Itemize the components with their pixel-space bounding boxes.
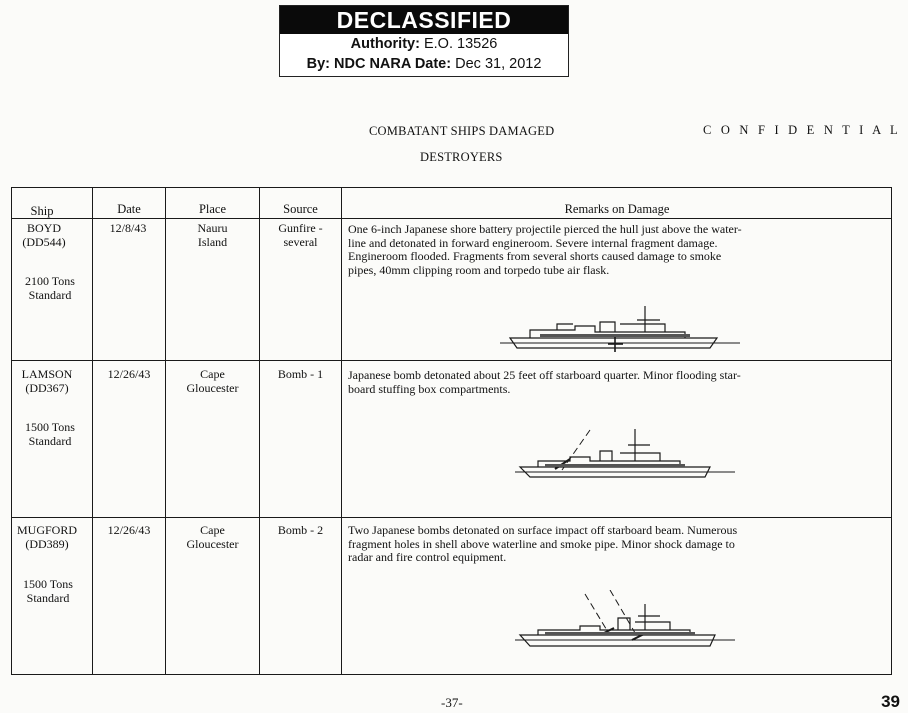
ship-name: LAMSON	[21, 367, 73, 381]
stamp-authority-value: E.O. 13526	[423, 36, 498, 52]
remark-line: One 6-inch Japanese shore battery projectile pierced the hull just above the water-	[348, 222, 742, 236]
remark-line: line and detonated in forward engineroom. Severe internal fragment damage.	[348, 235, 718, 250]
ship-tonnage	[10, 578, 86, 605]
ship-tonnage	[12, 275, 88, 302]
column-header-remarks: Remarks on Damage	[564, 202, 670, 216]
stamp-title: DECLASSIFIED	[280, 6, 568, 34]
source-cell	[260, 368, 341, 382]
tonnage-class: Standard	[26, 590, 70, 605]
source-cell	[260, 524, 341, 538]
tonnage-value: 2100 Tons	[25, 274, 75, 288]
stamp-date-value: Dec 31, 2012	[455, 56, 542, 72]
ship-hull-number: (DD367)	[25, 380, 69, 395]
page-number: 39	[881, 692, 900, 711]
ship-silhouette-boyd	[495, 298, 745, 358]
column-divider	[259, 187, 260, 675]
column-divider	[341, 187, 342, 675]
page-label: -37-	[441, 695, 463, 710]
source-line: Bomb - 2	[277, 523, 324, 537]
remark-line: Japanese bomb detonated about 25 feet off starboard quarter. Minor flooding star-	[348, 368, 741, 382]
declassified-stamp	[279, 5, 569, 77]
ship-tonnage	[12, 421, 88, 448]
ship-hull-number: (DD389)	[25, 536, 69, 551]
column-header-date: Date	[117, 202, 141, 216]
remark-line: pipes, 40mm clipping room and torpedo tube air flask.	[348, 262, 610, 277]
place-line: Island	[197, 234, 228, 249]
classification-label: C O N F I D E N T I A L	[703, 123, 901, 137]
column-header-place: Place	[198, 202, 227, 216]
row-divider	[11, 517, 892, 518]
remark-line: Two Japanese bombs detonated on surface impact off starboard beam. Numerous	[348, 523, 738, 537]
place-line: Gloucester	[186, 380, 239, 395]
tonnage-value: 1500 Tons	[25, 420, 75, 434]
stamp-date-line	[280, 54, 568, 74]
header-rule	[11, 218, 892, 219]
source-line: Bomb - 1	[277, 367, 324, 381]
ship-silhouette-mugford	[510, 590, 740, 660]
ship-name: BOYD	[26, 221, 61, 235]
source-cell	[260, 222, 341, 249]
place-cell	[166, 222, 259, 249]
ship-name: MUGFORD	[16, 523, 77, 537]
tonnage-value: 1500 Tons	[23, 577, 73, 591]
column-header-ship: Ship	[30, 204, 54, 218]
place-cell	[166, 524, 259, 551]
place-line: Nauru	[197, 221, 228, 235]
remarks-cell	[348, 369, 741, 396]
place-line: Cape	[200, 367, 225, 381]
remarks-cell	[348, 223, 742, 277]
page-title: COMBATANT SHIPS DAMAGED	[369, 124, 555, 138]
place-line: Cape	[200, 523, 225, 537]
ship-cell	[12, 222, 76, 249]
place-cell	[166, 368, 259, 395]
column-divider	[165, 187, 166, 675]
remark-line: fragment holes in shell above waterline and smoke pipe. Minor shock damage to	[348, 536, 735, 551]
remark-line: board stuffing box compartments.	[348, 381, 511, 396]
source-line: Gunfire -	[278, 221, 323, 235]
ship-silhouette-lamson	[510, 425, 740, 485]
column-divider	[92, 187, 93, 675]
date-cell: 12/26/43	[107, 523, 151, 537]
row-divider	[11, 360, 892, 361]
place-line: Gloucester	[186, 536, 239, 551]
stamp-by-label: By: NDC NARA Date:	[306, 56, 452, 72]
date-cell: 12/26/43	[107, 367, 151, 381]
tonnage-class: Standard	[28, 433, 72, 448]
column-header-source: Source	[283, 202, 318, 216]
stamp-authority-label: Authority:	[350, 36, 420, 52]
remark-line: Engineroom flooded. Fragments from several shorts caused damage to smoke	[348, 249, 722, 263]
source-line: several	[283, 234, 318, 249]
remark-line: radar and fire control equipment.	[348, 550, 507, 564]
tonnage-class: Standard	[28, 287, 72, 302]
ship-hull-number: (DD544)	[22, 234, 66, 249]
page-subtitle: DESTROYERS	[420, 150, 503, 164]
ship-cell	[12, 524, 82, 551]
stamp-authority-line	[280, 34, 568, 54]
remarks-cell	[348, 524, 737, 565]
ship-cell	[12, 368, 82, 395]
date-cell: 12/8/43	[109, 221, 147, 235]
